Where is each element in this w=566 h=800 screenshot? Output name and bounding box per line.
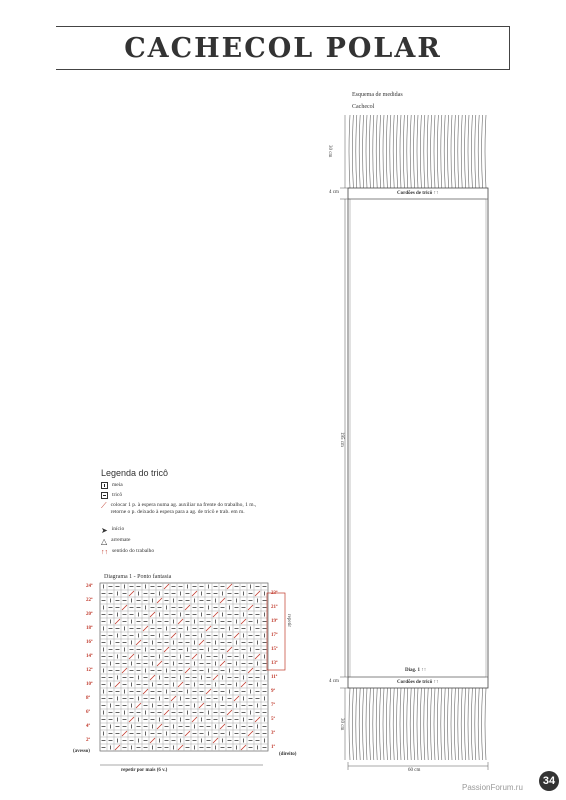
row-label-left: 8ª [86, 696, 90, 701]
fringe-strand [363, 688, 364, 760]
fringe-strand [482, 115, 483, 188]
fringe-strand [380, 115, 381, 188]
fringe-strand [468, 115, 469, 188]
fringe-strand [397, 115, 398, 188]
fringe-strand [417, 688, 418, 760]
fringe-strand [369, 115, 370, 188]
fringe-strand [403, 115, 404, 188]
watermark: PassionForum.ru [462, 783, 523, 792]
trico-symbol-icon [101, 492, 108, 499]
row-label-left: 14ª [86, 654, 93, 659]
fringe-strand [363, 115, 364, 188]
row-label-right: 15ª [271, 647, 278, 652]
fringe-strand [434, 115, 435, 188]
fringe-strand [451, 688, 452, 760]
repeat-label: repetir por mais (6 v.) [121, 768, 168, 773]
fringe-strand [468, 688, 469, 760]
fringe-strand [485, 115, 486, 188]
legend-item-trico: tricô [101, 492, 122, 499]
fringe-strand [424, 688, 425, 760]
fringe-strand [366, 688, 367, 760]
side-repeat-label: repetir [286, 614, 291, 628]
fringe-strand [373, 115, 374, 188]
meia-symbol-icon [101, 482, 108, 489]
fringe-top [349, 115, 486, 188]
fringe-strand [403, 688, 404, 760]
fringe-strand [461, 688, 462, 760]
fringe-bottom [349, 688, 486, 760]
fringe-strand [376, 115, 377, 188]
fringe-strand [461, 115, 462, 188]
fringe-strand [471, 688, 472, 760]
fringe-strand [400, 688, 401, 760]
fringe-strand [475, 115, 476, 188]
fringe-strand [454, 688, 455, 760]
fringe-strand [410, 688, 411, 760]
fringe-strand [465, 688, 466, 760]
fringe-strand [437, 115, 438, 188]
fringe-strand [441, 115, 442, 188]
fringe-strand [390, 688, 391, 760]
fringe-strand [485, 688, 486, 760]
fringe-strand [383, 688, 384, 760]
fringe-strand [414, 688, 415, 760]
row-label-left: 2ª [86, 738, 90, 743]
fringe-strand [454, 115, 455, 188]
fringe-strand [458, 115, 459, 188]
fringe-strand [465, 115, 466, 188]
fringe-strand [407, 115, 408, 188]
row-label-left: 10ª [86, 682, 93, 687]
fringe-strand [458, 688, 459, 760]
fringe-strand [478, 115, 479, 188]
row-label-left: 4ª [86, 724, 90, 729]
row-label-right: 17ª [271, 633, 278, 638]
fringe-strand [369, 688, 370, 760]
row-label-right: 23ª [271, 591, 278, 596]
row-label-right: 21ª [271, 605, 278, 610]
fringe-strand [393, 115, 394, 188]
fringe-strand [482, 688, 483, 760]
fringe-strand [441, 688, 442, 760]
fringe-strand [356, 115, 357, 188]
fringe-strand [424, 115, 425, 188]
fringe-top-label: 30 cm [327, 145, 332, 158]
fringe-strand [380, 688, 381, 760]
schema-heading: Esquema de medidas [352, 92, 403, 98]
fringe-strand [410, 115, 411, 188]
row-label-right: 5ª [271, 717, 275, 722]
fringe-bottom-label: 30 cm [339, 718, 344, 731]
fringe-strand [451, 115, 452, 188]
row-label-right: 7ª [271, 703, 275, 708]
scarf-inner [350, 199, 486, 677]
chart-grid [100, 583, 268, 751]
bind-off-arrow-icon: △ [101, 537, 108, 546]
fringe-strand [437, 688, 438, 760]
fringe-strand [359, 115, 360, 188]
border-bottom-label: 4 cm [329, 679, 339, 684]
page-title: CACHECOL POLAR [124, 33, 442, 64]
scarf-outline [348, 188, 488, 688]
diagram-title: Diagrama 1 - Ponto fantasia [104, 574, 172, 580]
legend-item-meia: meia [101, 482, 123, 489]
fringe-strand [414, 115, 415, 188]
fringe-strand [431, 115, 432, 188]
direito-label: (direito) [279, 752, 297, 757]
schema-subheading: Cachecol [352, 104, 375, 110]
legend-item-start: ➤ início [101, 526, 125, 535]
fringe-strand [397, 688, 398, 760]
fringe-strand [349, 115, 350, 188]
fringe-strand [366, 115, 367, 188]
fringe-strand [420, 115, 421, 188]
row-label-right: 19ª [271, 619, 278, 624]
width-label: 60 cm [408, 768, 421, 773]
row-label-right: 11ª [271, 675, 278, 680]
row-label-right: 9ª [271, 689, 275, 694]
fringe-strand [444, 688, 445, 760]
length-label: 195 cm [339, 432, 344, 447]
fringe-strand [373, 688, 374, 760]
fringe-strand [376, 688, 377, 760]
fringe-strand [359, 688, 360, 760]
fringe-strand [478, 688, 479, 760]
fringe-strand [349, 688, 350, 760]
diag-label: Diag. 1 ↑↑ [405, 668, 427, 673]
row-label-right: 1ª [271, 745, 275, 750]
fringe-strand [386, 688, 387, 760]
border-top-label: 4 cm [329, 190, 339, 195]
fringe-strand [352, 115, 353, 188]
cable-symbol-icon: ⟋ [101, 501, 107, 510]
row-label-left: 16ª [86, 640, 93, 645]
fringe-strand [444, 115, 445, 188]
fringe-strand [417, 115, 418, 188]
fringe-strand [475, 688, 476, 760]
fringe-strand [427, 115, 428, 188]
fringe-strand [386, 115, 387, 188]
fringe-strand [352, 688, 353, 760]
fringe-strand [383, 115, 384, 188]
legend-item-direction: ↑↑ sentido do trabalho [101, 548, 155, 556]
border-text-top: Cordões de tricô ↑↑ [397, 191, 439, 196]
fringe-strand [434, 688, 435, 760]
row-label-left: 12ª [86, 668, 93, 673]
fringe-strand [420, 688, 421, 760]
row-label-left: 24ª [86, 584, 93, 589]
legend-item-cable: ⟋ colocar 1 p. à espera numa ag. auxiliar na frente do trabalho, 1 m., retorne o p. deixado à espera para a ag. de tricô e trab. em m. [101, 501, 257, 515]
page-number: 34 [539, 771, 559, 791]
start-arrow-icon: ➤ [101, 526, 108, 535]
row-label-right: 3ª [271, 731, 275, 736]
fringe-strand [393, 688, 394, 760]
legend-title: Legenda do tricô [101, 468, 169, 478]
row-label-left: 22ª [86, 598, 93, 603]
row-label-right: 13ª [271, 661, 278, 666]
row-label-left: 18ª [86, 626, 93, 631]
row-label-left: 6ª [86, 710, 90, 715]
fringe-strand [427, 688, 428, 760]
direction-arrows-icon: ↑↑ [101, 548, 108, 556]
row-label-left: 20ª [86, 612, 93, 617]
fringe-strand [431, 688, 432, 760]
fringe-strand [407, 688, 408, 760]
fringe-strand [448, 115, 449, 188]
fringe-strand [448, 688, 449, 760]
fringe-strand [356, 688, 357, 760]
fringe-strand [471, 115, 472, 188]
avesso-label: (avesso) [73, 749, 90, 754]
fringe-strand [400, 115, 401, 188]
border-text-bottom: Cordões de tricô ↑↑ [397, 680, 439, 685]
fringe-strand [390, 115, 391, 188]
legend-item-bindoff: △ arremate [101, 537, 131, 546]
